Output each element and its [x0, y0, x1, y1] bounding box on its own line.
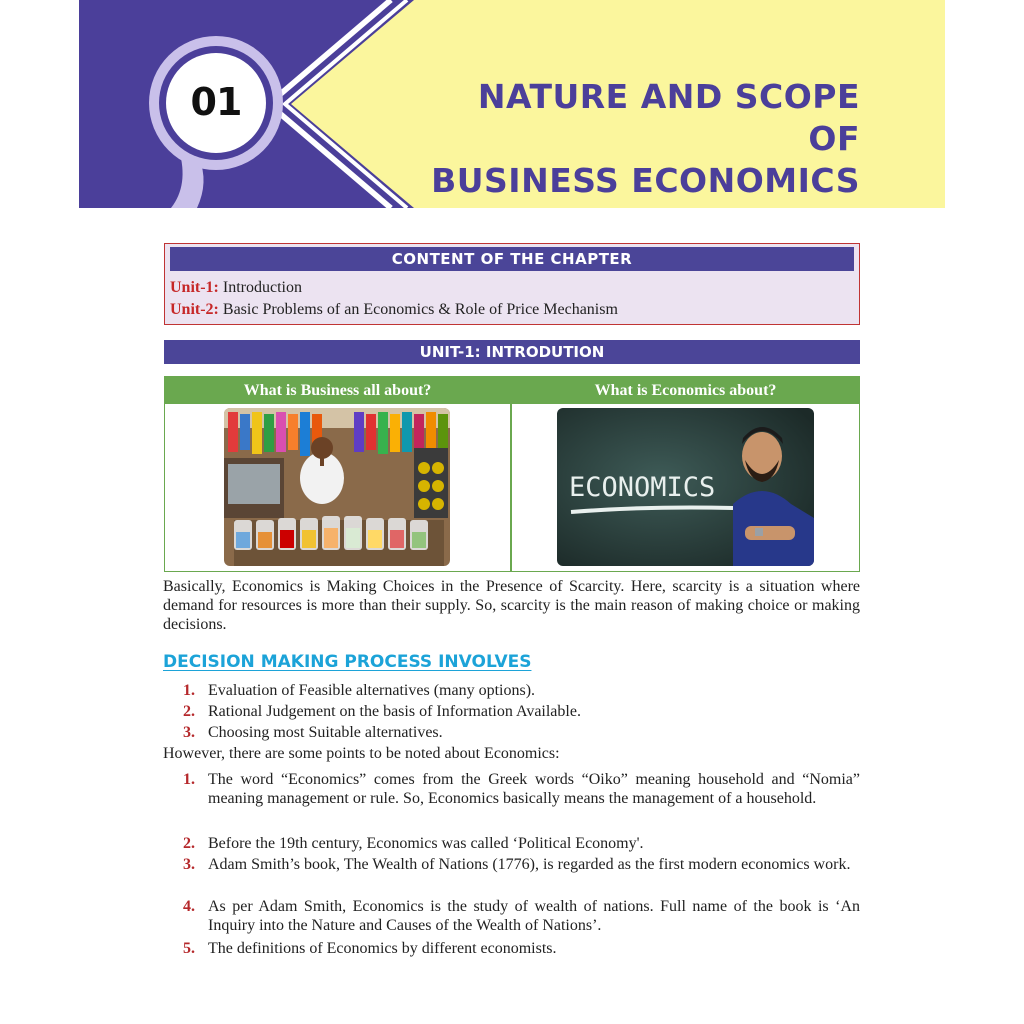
note-text: Before the 19th century, Economics was called ‘Political Economy'.	[208, 835, 644, 852]
decision-step-number: 3.	[183, 724, 195, 741]
note-text: The definitions of Economics by different economists.	[208, 940, 557, 957]
note-number: 4.	[183, 898, 195, 915]
chalkboard-text: ECONOMICS	[569, 472, 716, 503]
intro-paragraph: Basically, Economics is Making Choices in the Presence of Scarcity. Here, scarcity is a situation where demand for resources is more than their supply. So, scarcity is the main reason of making choice or making decisions.	[163, 578, 860, 633]
economics-column-header: What is Economics about?	[512, 377, 859, 404]
notes-intro: However, there are some points to be noted about Economics:	[163, 745, 560, 762]
unit-label: Unit-2:	[170, 301, 219, 318]
note-text: The word “Economics” comes from the Greek words “Oiko” meaning household and “Nomia” meaning management or rule. So, Economics basically means the management of a household.	[208, 771, 860, 807]
unit-1-banner: UNIT-1: INTRODUTION	[164, 340, 860, 364]
decision-step-text: Choosing most Suitable alternatives.	[208, 724, 443, 741]
chapter-title-line-2: BUSINESS ECONOMICS	[431, 161, 860, 200]
chapter-contents-box	[164, 243, 860, 325]
note-number: 2.	[183, 835, 195, 852]
note-number: 3.	[183, 856, 195, 873]
contents-unit-2	[170, 300, 618, 320]
unit-label: Unit-1:	[170, 279, 219, 296]
business-column-header: What is Business all about?	[165, 377, 510, 404]
column-divider	[510, 377, 512, 571]
note-number: 5.	[183, 940, 195, 957]
unit-text: Basic Problems of an Economics & Role of Price Mechanism	[218, 301, 618, 318]
chapter-title	[430, 76, 860, 202]
decision-step-number: 1.	[183, 682, 195, 699]
contents-unit-1	[170, 278, 302, 298]
chapter-number: 01	[190, 80, 242, 124]
unit-text: Introduction	[218, 279, 302, 296]
shopkeeper-photo	[224, 408, 450, 566]
chapter-contents-heading: CONTENT OF THE CHAPTER	[170, 247, 854, 271]
decision-making-heading: DECISION MAKING PROCESS INVOLVES	[163, 652, 532, 672]
business-vs-economics-table	[164, 376, 860, 572]
note-number: 1.	[183, 771, 195, 788]
decision-step-text: Evaluation of Feasible alternatives (many options).	[208, 682, 536, 699]
decision-step-text: Rational Judgement on the basis of Information Available.	[208, 703, 581, 720]
chapter-title-line-1: NATURE AND SCOPE OF	[477, 77, 860, 158]
economics-chalkboard-photo	[557, 408, 814, 566]
note-text: Adam Smith’s book, The Wealth of Nations (1776), is regarded as the first modern economics work.	[208, 856, 851, 873]
decision-step-number: 2.	[183, 703, 195, 720]
note-text: As per Adam Smith, Economics is the study of wealth of nations. Full name of the book is ‘An Inquiry into the Nature and Causes of the Wealth of Nations’.	[208, 898, 860, 934]
